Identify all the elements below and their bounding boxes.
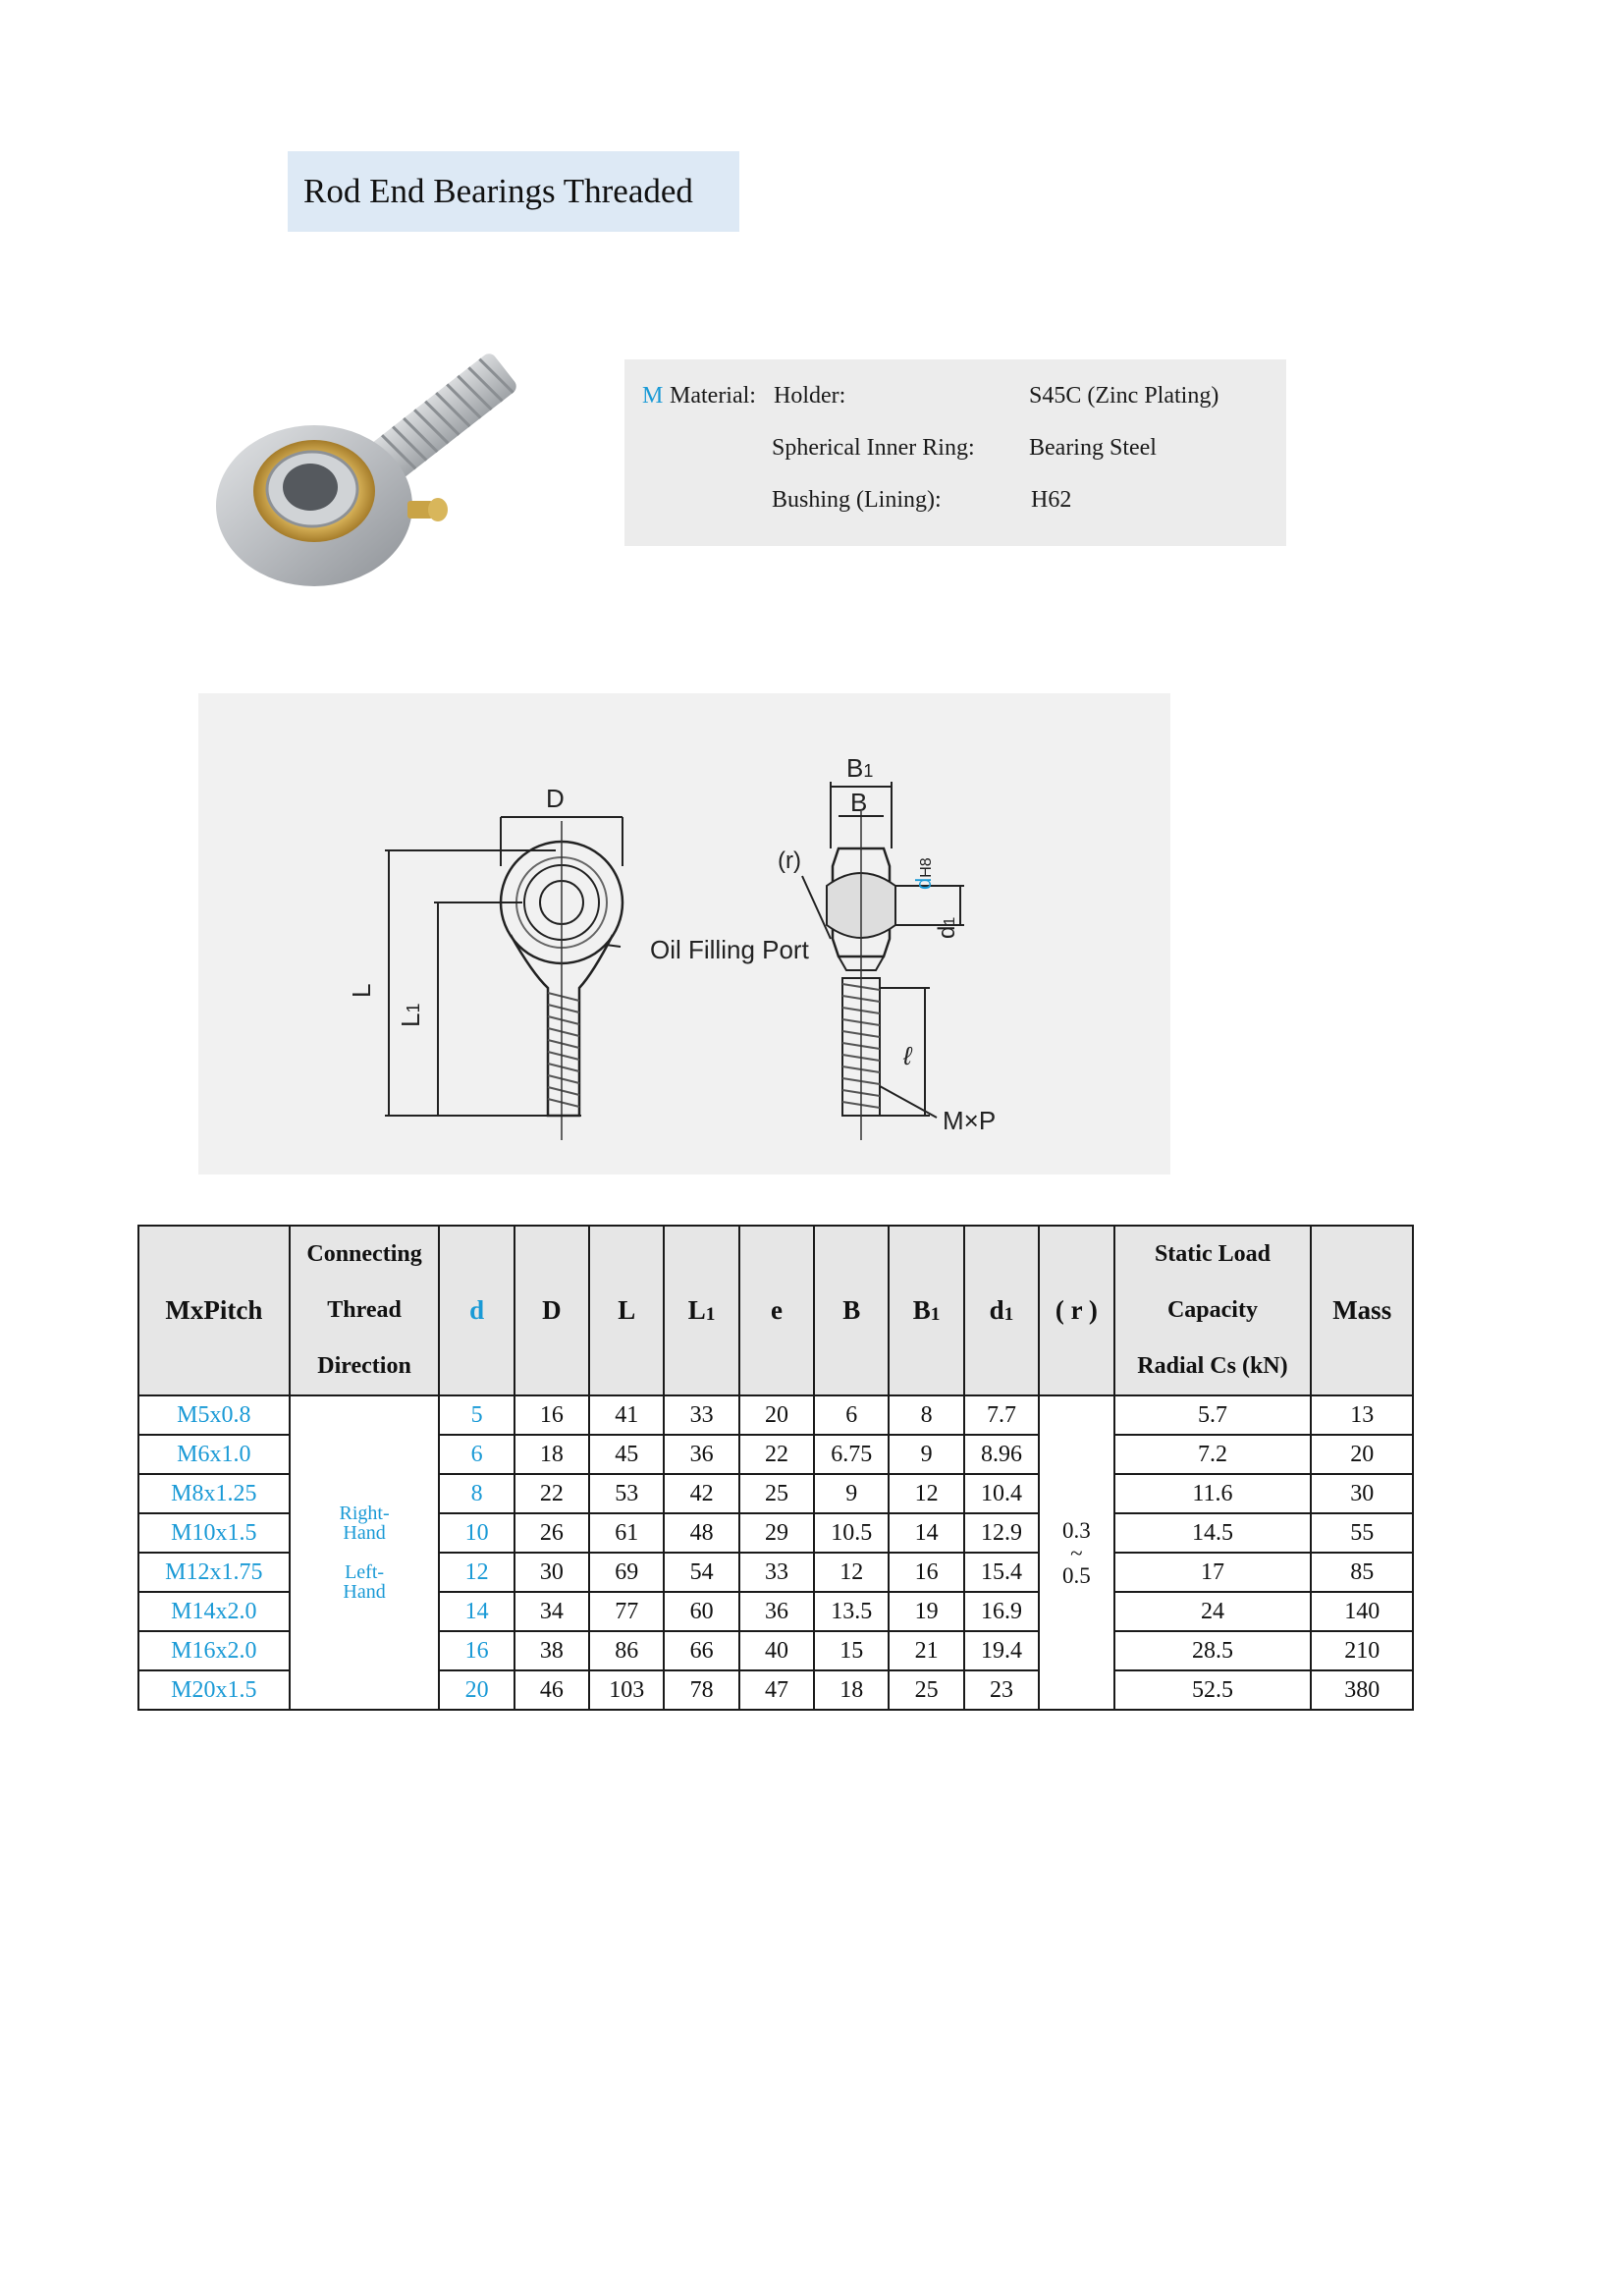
cell-mxpitch: M14x2.0: [138, 1592, 290, 1631]
cell-B1: 19: [889, 1592, 963, 1631]
cell-e: 29: [739, 1513, 814, 1553]
label-mxp: M×P: [943, 1106, 997, 1135]
header-B: B: [814, 1226, 889, 1395]
cell-d1: 10.4: [964, 1474, 1039, 1513]
header-connecting-thread-direction: Connecting Thread Direction: [290, 1226, 440, 1395]
cell-D: 26: [514, 1513, 589, 1553]
cell-e: 36: [739, 1592, 814, 1631]
label-L1: L: [396, 1012, 425, 1027]
cell-e: 20: [739, 1395, 814, 1435]
material-label: Material:: [670, 383, 756, 409]
header-e: e: [739, 1226, 814, 1395]
cell-B1: 14: [889, 1513, 963, 1553]
cell-L1: 78: [664, 1670, 738, 1710]
cell-B: 18: [814, 1670, 889, 1710]
cell-mxpitch: M20x1.5: [138, 1670, 290, 1710]
cell-e: 40: [739, 1631, 814, 1670]
cell-mass: 13: [1311, 1395, 1413, 1435]
cell-B: 9: [814, 1474, 889, 1513]
cell-L1: 60: [664, 1592, 738, 1631]
cell-e: 22: [739, 1435, 814, 1474]
header-d: d: [439, 1226, 514, 1395]
cell-e: 33: [739, 1553, 814, 1592]
material-marker: M: [642, 383, 664, 409]
cell-D: 34: [514, 1592, 589, 1631]
cell-L: 61: [589, 1513, 664, 1553]
cell-L1: 42: [664, 1474, 738, 1513]
cell-d1: 23: [964, 1670, 1039, 1710]
material-bushing-value: H62: [1031, 487, 1072, 513]
material-inner-ring-value: Bearing Steel: [1029, 435, 1157, 461]
page-title-text: Rod End Bearings Threaded: [303, 172, 693, 210]
material-bushing-name: Bushing (Lining):: [772, 487, 942, 513]
svg-text:B1: [846, 753, 873, 783]
cell-r-range: 0.3 ~ 0.5: [1039, 1395, 1113, 1710]
cell-B: 6: [814, 1395, 889, 1435]
cell-L1: 54: [664, 1553, 738, 1592]
specification-table: [137, 1225, 1414, 1711]
cell-d1: 7.7: [964, 1395, 1039, 1435]
label-dH8: d: [911, 877, 936, 890]
cell-mass: 210: [1311, 1631, 1413, 1670]
cell-d: 20: [439, 1670, 514, 1710]
cell-mass: 30: [1311, 1474, 1413, 1513]
label-D: D: [546, 784, 565, 813]
cell-static-load: 17: [1114, 1553, 1312, 1592]
cell-mxpitch: M5x0.8: [138, 1395, 290, 1435]
cell-D: 18: [514, 1435, 589, 1474]
cell-static-load: 24: [1114, 1592, 1312, 1631]
label-B1-sub: 1: [863, 761, 874, 781]
cell-mxpitch: M16x2.0: [138, 1631, 290, 1670]
cell-L1: 36: [664, 1435, 738, 1474]
cell-d: 5: [439, 1395, 514, 1435]
label-dH8-sub: H8: [918, 857, 935, 878]
cell-B: 6.75: [814, 1435, 889, 1474]
cell-mass: 140: [1311, 1592, 1413, 1631]
material-inner-ring-name: Spherical Inner Ring:: [772, 435, 975, 461]
header-D: D: [514, 1226, 589, 1395]
cell-mxpitch: M6x1.0: [138, 1435, 290, 1474]
label-B1: B: [846, 753, 864, 783]
cell-d1: 8.96: [964, 1435, 1039, 1474]
label-B: B: [850, 788, 868, 817]
cell-B: 12: [814, 1553, 889, 1592]
label-L: L: [347, 983, 376, 998]
cell-L: 103: [589, 1670, 664, 1710]
cell-d: 12: [439, 1553, 514, 1592]
cell-thread-direction: Right- Hand Left- Hand: [290, 1395, 440, 1710]
cell-L: 45: [589, 1435, 664, 1474]
cell-D: 46: [514, 1670, 589, 1710]
cell-d: 14: [439, 1592, 514, 1631]
material-info-box: [624, 359, 1286, 546]
header-d1: $d_1$: [964, 1226, 1039, 1395]
cell-d1: 19.4: [964, 1631, 1039, 1670]
technical-drawing: [198, 693, 1170, 1175]
cell-mass: 20: [1311, 1435, 1413, 1474]
cell-static-load: 28.5: [1114, 1631, 1312, 1670]
svg-text:dH8: [911, 857, 936, 890]
cell-d: 10: [439, 1513, 514, 1553]
cell-B1: 9: [889, 1435, 963, 1474]
label-ell: ℓ: [903, 1041, 912, 1070]
page-title: [288, 151, 739, 232]
cell-static-load: 14.5: [1114, 1513, 1312, 1553]
cell-L1: 33: [664, 1395, 738, 1435]
cell-L: 86: [589, 1631, 664, 1670]
cell-d1: 12.9: [964, 1513, 1039, 1553]
label-r: (r): [778, 847, 801, 874]
header-L: L: [589, 1226, 664, 1395]
cell-mass: 85: [1311, 1553, 1413, 1592]
cell-d1: 16.9: [964, 1592, 1039, 1631]
cell-B1: 21: [889, 1631, 963, 1670]
cell-L: 53: [589, 1474, 664, 1513]
cell-L1: 66: [664, 1631, 738, 1670]
cell-static-load: 5.7: [1114, 1395, 1312, 1435]
cell-d: 16: [439, 1631, 514, 1670]
cell-mass: 55: [1311, 1513, 1413, 1553]
cell-static-load: 7.2: [1114, 1435, 1312, 1474]
cell-e: 47: [739, 1670, 814, 1710]
cell-B: 10.5: [814, 1513, 889, 1553]
cell-L1: 48: [664, 1513, 738, 1553]
cell-D: 38: [514, 1631, 589, 1670]
svg-text:d1: [934, 917, 960, 939]
cell-D: 22: [514, 1474, 589, 1513]
cell-d: 8: [439, 1474, 514, 1513]
cell-mxpitch: M8x1.25: [138, 1474, 290, 1513]
header-B1: $B_1$: [889, 1226, 963, 1395]
label-L1-sub: 1: [404, 1003, 423, 1013]
cell-D: 30: [514, 1553, 589, 1592]
rod-end-bearing-photo: [206, 344, 569, 619]
svg-text:L1: [396, 1004, 425, 1027]
cell-L: 69: [589, 1553, 664, 1592]
material-holder-value: S45C (Zinc Plating): [1029, 383, 1219, 409]
cell-d1: 15.4: [964, 1553, 1039, 1592]
header-mass: Mass: [1311, 1226, 1413, 1395]
cell-L: 41: [589, 1395, 664, 1435]
header-static-load-capacity: Static Load Capacity Radial Cs (kN): [1114, 1226, 1312, 1395]
material-holder-name: Holder:: [774, 383, 846, 409]
label-oil-filling-port: Oil Filling Port: [650, 935, 809, 964]
cell-B1: 12: [889, 1474, 963, 1513]
cell-mxpitch: M10x1.5: [138, 1513, 290, 1553]
cell-L: 77: [589, 1592, 664, 1631]
cell-e: 25: [739, 1474, 814, 1513]
header-mxpitch: MxPitch: [138, 1226, 290, 1395]
cell-D: 16: [514, 1395, 589, 1435]
cell-mass: 380: [1311, 1670, 1413, 1710]
cell-mxpitch: M12x1.75: [138, 1553, 290, 1592]
label-d1-sub: 1: [942, 916, 958, 926]
header-r: ( r ): [1039, 1226, 1113, 1395]
cell-B: 15: [814, 1631, 889, 1670]
label-d1: d: [934, 925, 960, 939]
cell-static-load: 52.5: [1114, 1670, 1312, 1710]
cell-B1: 25: [889, 1670, 963, 1710]
cell-static-load: 11.6: [1114, 1474, 1312, 1513]
header-L1: $L_1$: [664, 1226, 738, 1395]
cell-d: 6: [439, 1435, 514, 1474]
cell-B1: 16: [889, 1553, 963, 1592]
cell-B: 13.5: [814, 1592, 889, 1631]
cell-B1: 8: [889, 1395, 963, 1435]
table-row: [138, 1395, 1413, 1435]
